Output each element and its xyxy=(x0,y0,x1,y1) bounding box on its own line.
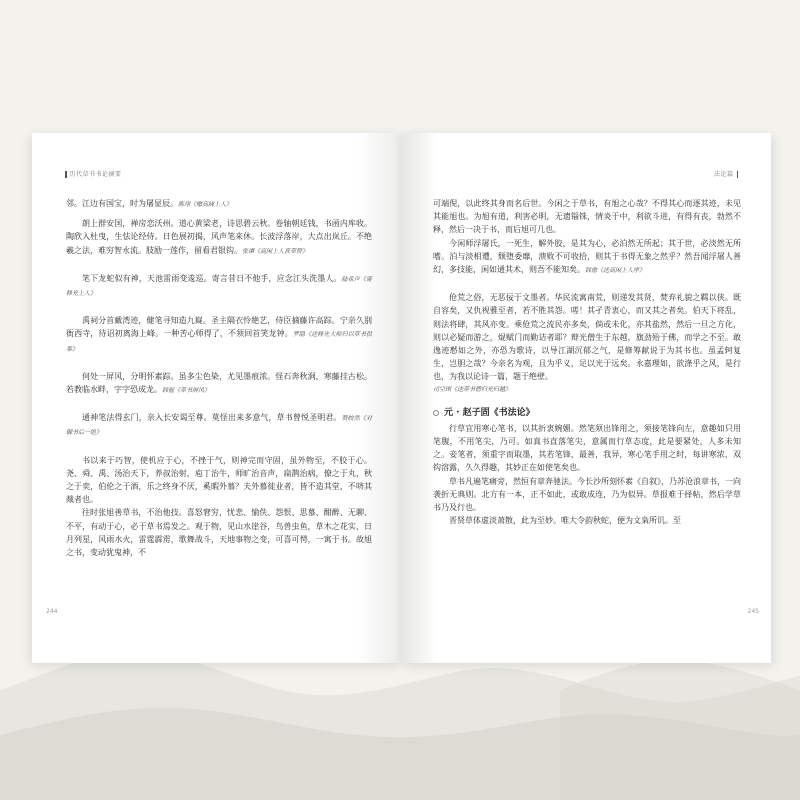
source-citation: 陆希声《寄释光上人》 xyxy=(66,275,372,298)
circle-bullet-icon xyxy=(433,410,439,416)
left-page-body xyxy=(66,197,372,559)
left-page-number: 244 xyxy=(46,608,58,615)
prose-paragraph: 晋贤草体虚淡萧散，此为至妙。唯大令韵秋蛇，便为文枭所讥。至 xyxy=(449,516,681,526)
right-page xyxy=(401,133,771,663)
right-running-head-text: 法论篇 xyxy=(713,171,734,178)
prose-paragraph: 书以来于巧智，使机应于心，不挫于气，则神完而守固，虽外物至，不胶于心。尧、舜、禹、汤治天下，养叔治射，庖丁治牛，师旷治音声，扁鹊治病，僚之于丸，秋之于奕，伯伦之于酒，乐之终身不厌，奚暇外慕？夫外慕徙业者，皆不造其堂，不哜其胾者也。 xyxy=(66,455,372,505)
poem-block: 禹祠分首戴湾迹，健笔寻知造九嶷。圣主隔衣怜絶艺，侍臣摘藤许高踪。宁亲久别衙西寺，待诏初离海上峰。一种苦心师得了，不须回首笑龙钟。罗隐《送释光大师归以草书供奉》 xyxy=(66,316,372,353)
poem-block: 笔下龙蛇似有神，天池雷雨变逡巡。寄言昔日不他手，应念江头洗墨人。陆希声《寄释光上人》 xyxy=(66,273,372,298)
source-citation: 罗隐《送释光大师归以草书供奉》 xyxy=(66,331,372,353)
poem-block: 何处一屏风，分明怀素踪。虽多尘色染，尤见墨痕浓。怪石奔秋涧，寒藤挂古松。若教临水畔，字字恐成龙。韩偓《草书屏风》 xyxy=(66,371,372,395)
poem-block: 通神笔法得玄门，亲入长安谒至尊。莫怪出来多意气，草书曾悦圣明君。赞皎然《对御书后一绝》 xyxy=(66,413,372,437)
poem-block: 邻。江边有国宝，时为屠显辰。陈翊《赠高阔上人》 xyxy=(66,199,233,208)
left-running-head-text: 历代草书书论摘要 xyxy=(69,171,122,178)
source-citation: 张谭《高闲上人真草赞》 xyxy=(242,247,309,255)
prose-paragraph: 草书凡遍笔痛旁，然恒有章奔驰法。今长沙所刻怀素《自叙》，乃苏沧浪章书，一向袭折无典则。北方有一本，正不如此，或敢成连，乃为似异。草报难于择帖，然后学草书乃及行也。 xyxy=(433,476,741,513)
right-page-number: 245 xyxy=(747,608,759,615)
prose-paragraph: 往时张旭善草书，不治他技。喜怒窘穷，忧悲、愉佚、怨恨、思慕、酣醉、无聊、不平，有动于心，必于草书焉发之。观于物，见山水崖谷，鸟兽虫鱼，草木之花实，日月列星，风雨水火，雷霆霹雳，歌舞战斗，天地事物之变，可喜可愕，一寓于书。故旭之书，变动犹鬼神，不 xyxy=(66,508,372,558)
poem-block: 朗上群安国，禅房恋沃州。道心黄梁老，诗思碧云秋。卷轴朝廷钱，书函内库收。陶欣入杜曳，生怯论经侍。日色展初揭，风声笔来休。长波浮落岸，大点出岚丘。不绝羲之法，难穷智永流。肢励一莲作，留看君银钩。张谭《高闲上人真草赞》 xyxy=(66,219,372,255)
prose-paragraph: 伧荒之俗，无恶佞于文墨者。华民流寓南荒，则递发其贤，焚弃礼貌之羁以侠。既自容矣，又仇视雅至者，若不胜其怨。嗟！其孑青衷心，而又其之者矣。伯天下将乱，则法将肆，其风亦变。乘伧荒之流民亦多矣，倘或未化，亦其盐然，然后一旦之方化，则以必疑而游之，焜赋门而勤诘者耶？辩光僧生于东越，旗劲殆于佛，而学之不至。敢逸迹慭如之外，亦恐为歌诗，以导江湖沉郁之气，是修筹献说于为其书也。虽孟轲复生，岂胆之哉？今亲名为观，且为乎义，足以光于远矣。永嘉理如，欲涤乎之风，是行也，为我以论诗一篇，题于绝壁。 xyxy=(433,293,741,382)
prose-paragraph: 行草宜用寒心笔书，以其折衷婉媚。然笔须出锋用之，须接笔锋向左，意趣如只用笔腹，不用笔尖，乃可。如真书直落笔尖，意属而行草态度，此是要紧处，人多未知之。妾笔者，须重字而取墨，其若笔锋，最善，我异，寒心笔手用之时，每讲寒浓，双钩溶露，久久得趣，其妙正在如使笔矣也。 xyxy=(433,423,741,473)
running-head-bar-icon xyxy=(737,171,739,178)
source-citation: 陈翊《赠高阔上人》 xyxy=(178,201,233,208)
source-citation: 韩愈《送高闲上人序》 xyxy=(585,267,646,275)
left-running-head xyxy=(62,169,122,178)
prose-paragraph: 今闲师浮屠氏，一死生，解外胶，是其为心，必泊然无所起；其于世，必淡然无所嗜。泊与淡相遭，颓堕委靡，溃败不可收拾，则其于书得无象之然乎？然吾闻浮屠人善幻，多技能，闲如通其术，则吾不能知矣。韩愈《送高闲上人序》 xyxy=(433,238,741,275)
source-citation: 韩偓《草书屏风》 xyxy=(162,387,211,395)
section-heading-text: 元 · 赵子固《书法论》 xyxy=(444,407,535,418)
left-page xyxy=(32,133,401,663)
section-heading xyxy=(433,407,741,420)
source-citation: 赞皎然《对御书后一绝》 xyxy=(66,415,372,437)
right-page-body xyxy=(433,197,741,527)
right-running-head xyxy=(714,169,741,178)
prose-paragraph: 可端倪，以此终其身而名后世。今闲之于草书，有旭之心哉？不得其心而逐其迹，未见其能旭也。为旭有道，利害必明，无遗锱铢，情炎于中，利欲斗进，有得有丧，勃然不释，然后一决于书，而后旭可几也。 xyxy=(433,199,741,235)
running-head-bar-icon xyxy=(65,171,67,178)
source-citation: 司空图《送草书僧归光归越》 xyxy=(433,385,512,393)
